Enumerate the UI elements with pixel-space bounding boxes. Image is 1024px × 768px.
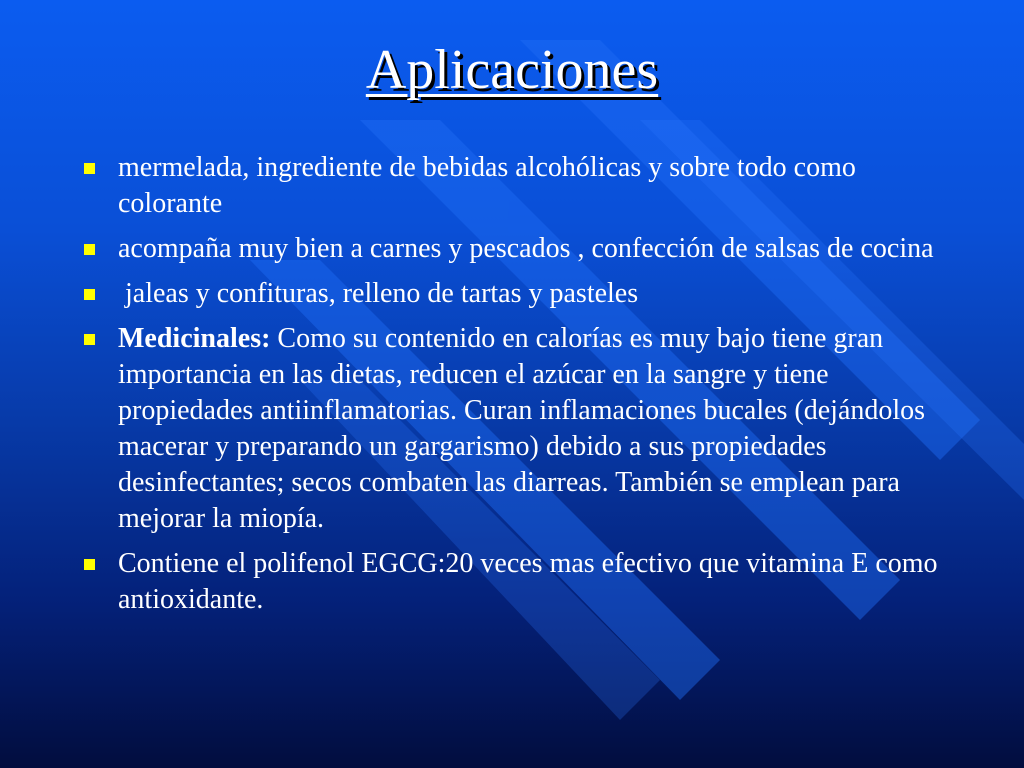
bullet-lead: Medicinales: — [118, 323, 271, 354]
bullet-item — [78, 231, 948, 267]
bullet-text: Como su contenido en calorías es muy bajo tiene gran importancia en las dietas, reducen el azúcar en la sangre y tiene propiedades antiinflamatorias. Curan inflamaciones bucales (dejándolos macerar y preparando un gargarismo) debido a sus propiedades desinfectantes; secos combaten las diarreas. También se emplean para mejorar la miopía. — [118, 323, 926, 534]
bullet-item — [78, 150, 948, 222]
bullet-item — [78, 276, 948, 312]
bullet-text: mermelada, ingrediente de bebidas alcohólicas y sobre todo como colorante — [118, 152, 856, 219]
square-bullet-icon — [84, 163, 95, 174]
bullet-list — [78, 150, 948, 627]
bullet-text: jaleas y confituras, relleno de tartas y pasteles — [118, 278, 639, 309]
square-bullet-icon — [84, 244, 95, 255]
bullet-text: Contiene el polifenol EGCG:20 veces mas efectivo que vitamina E como antioxidante. — [118, 548, 938, 615]
square-bullet-icon — [84, 289, 95, 300]
bullet-text: acompaña muy bien a carnes y pescados , confección de salsas de cocina — [118, 233, 934, 264]
bullet-item — [78, 321, 948, 537]
square-bullet-icon — [84, 334, 95, 345]
bullet-item — [78, 546, 948, 618]
square-bullet-icon — [84, 559, 95, 570]
slide-title: Aplicaciones — [365, 39, 659, 101]
